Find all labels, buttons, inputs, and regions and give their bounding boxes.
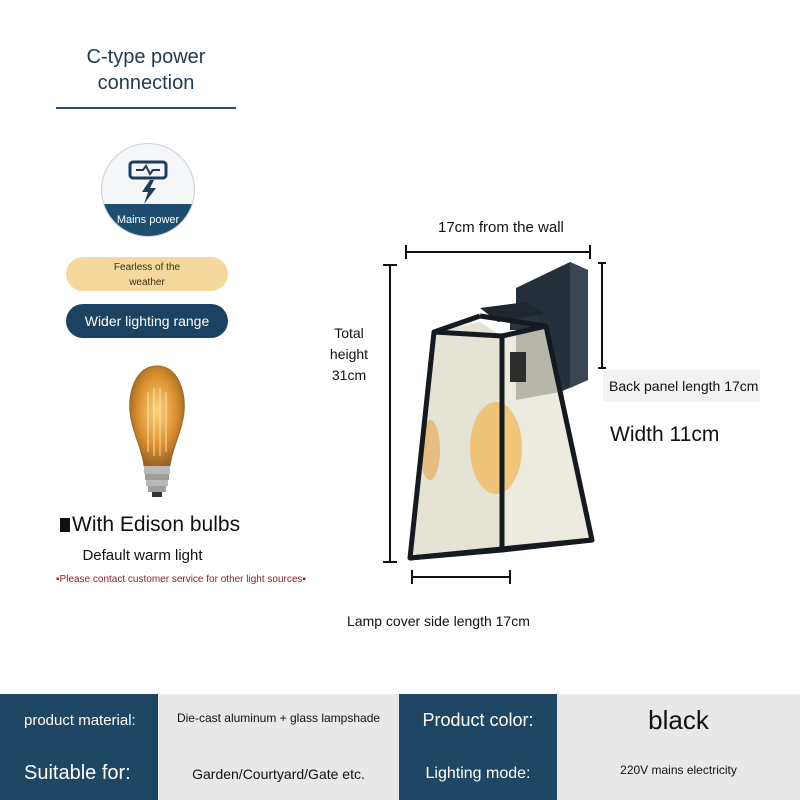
lamp-cover-label: Lamp cover side length 17cm [347, 613, 530, 629]
wall-distance-label: 17cm from the wall [438, 219, 564, 236]
power-connection-title: C-type power connection [86, 46, 206, 94]
edison-bulb-icon [122, 362, 192, 500]
suitable-value-cell: Garden/Courtyard/Gate etc. [158, 747, 399, 800]
material-label-cell: product material: [0, 694, 158, 747]
note-box-right: ▪ [302, 574, 306, 585]
note-box-left: ▪ [56, 574, 60, 585]
lighting-range-pill: Wider lighting range [66, 304, 228, 338]
lighting-value-cell: 220V mains electricity [557, 747, 800, 800]
title-underline [56, 107, 236, 109]
lighting-label-cell: Lighting mode: [399, 747, 557, 800]
total-height-label: Total height 31cm [329, 325, 369, 383]
contact-service-note: ▪Please contact customer service for other light sources▪ [56, 574, 306, 585]
weather-pill-text: Fearless of the weather [113, 262, 181, 288]
edison-bulb-title: With Edison bulbs [60, 513, 240, 537]
plug-power-icon [126, 156, 170, 206]
mains-power-label: Mains power [116, 214, 180, 226]
default-warm-light: Default warm light [82, 547, 203, 564]
suitable-label-cell: Suitable for: [0, 747, 158, 800]
edison-box-glyph [60, 518, 70, 532]
material-value-cell: Die-cast aluminum + glass lampshade [158, 694, 399, 747]
weather-pill [66, 257, 228, 291]
mains-power-badge [101, 143, 195, 237]
color-value-cell: black [557, 694, 800, 747]
width-label: Width 11cm [610, 423, 720, 446]
color-label-cell: Product color: [399, 694, 557, 747]
back-panel-label: Back panel length 17cm [603, 370, 760, 402]
wall-lamp-image [370, 240, 770, 590]
